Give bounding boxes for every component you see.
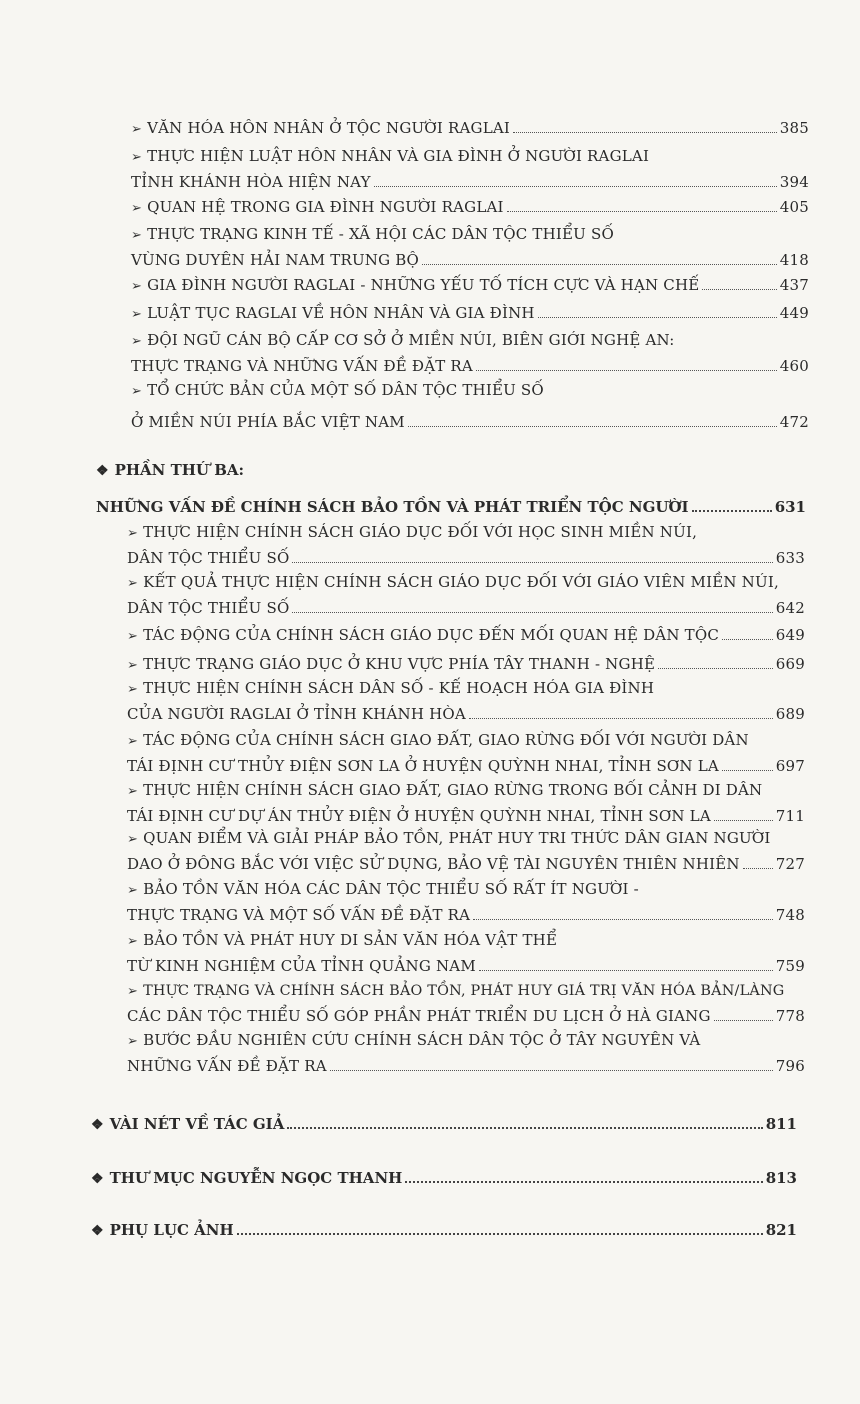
leader-dots — [538, 317, 777, 318]
arrow-bullet-icon: ➢ — [127, 658, 139, 673]
toc-entry: ➢ THỰC HIỆN CHÍNH SÁCH DÂN SỐ - KẾ HOẠCH HÓA GIA ĐÌNH CỦA NGƯỜI RAGLAI Ở TỈNH KHÁNH HÒA 689 — [127, 676, 805, 726]
page-number: 449 — [779, 304, 809, 322]
page-number: 649 — [775, 626, 805, 644]
arrow-bullet-icon: ➢ — [127, 734, 139, 749]
leader-dots — [507, 211, 777, 212]
part-title: NHỮNG VẤN ĐỀ CHÍNH SÁCH BẢO TỒN VÀ PHÁT TRIỂN TỘC NGƯỜI — [96, 498, 689, 516]
arrow-bullet-icon: ➢ — [131, 150, 143, 165]
page-number: 697 — [775, 757, 805, 775]
page-number: 394 — [779, 173, 809, 191]
leader-dots — [374, 186, 777, 187]
page-number: 813 — [765, 1169, 797, 1187]
page-number: 633 — [775, 549, 805, 567]
toc-entry-author: ❖ VÀI NÉT VỀ TÁC GIẢ 811 — [91, 1112, 797, 1137]
part-three-header — [96, 458, 806, 519]
page-number: 811 — [765, 1115, 797, 1133]
arrow-bullet-icon: ➢ — [127, 784, 139, 799]
arrow-bullet-icon: ➢ — [127, 984, 139, 999]
arrow-bullet-icon: ➢ — [131, 384, 143, 399]
arrow-bullet-icon: ➢ — [131, 279, 143, 294]
diamond-bullet-icon: ❖ — [91, 1223, 104, 1239]
toc-entry: ➢ TÁC ĐỘNG CỦA CHÍNH SÁCH GIAO ĐẤT, GIAO RỪNG ĐỐI VỚI NGƯỜI DÂN TÁI ĐỊNH CƯ THỦY ĐIỆN SƠN LA Ở HUYỆN QUỲNH NHAI, TỈNH SƠN LA 697 — [127, 728, 805, 778]
part-label: PHẦN THỨ BA: — [114, 461, 245, 479]
leader-dots — [408, 426, 777, 427]
leader-dots — [237, 1233, 763, 1235]
page-number: 796 — [775, 1057, 805, 1075]
arrow-bullet-icon: ➢ — [127, 934, 139, 949]
leader-dots — [292, 612, 772, 613]
arrow-bullet-icon: ➢ — [131, 307, 143, 322]
diamond-bullet-icon: ❖ — [91, 1171, 104, 1187]
leader-dots — [422, 264, 777, 265]
toc-entry: ➢ TÁC ĐỘNG CỦA CHÍNH SÁCH GIÁO DỤC ĐẾN MỐI QUAN HỆ DÂN TỘC 649 — [127, 623, 805, 649]
arrow-bullet-icon: ➢ — [127, 526, 139, 541]
toc-entry: ➢ THỰC TRẠNG VÀ CHÍNH SÁCH BẢO TỒN, PHÁT HUY GIÁ TRỊ VĂN HÓA BẢN/LÀNG CÁC DÂN TỘC THIỂU SỐ GÓP PHẦN PHÁT TRIỂN DU LỊCH Ở HÀ GIANG 778 — [127, 979, 805, 1028]
toc-entry: ➢ THỰC HIỆN LUẬT HÔN NHÂN VÀ GIA ĐÌNH Ở NGƯỜI RAGLAI TỈNH KHÁNH HÒA HIỆN NAY 394 — [131, 144, 809, 194]
arrow-bullet-icon: ➢ — [127, 682, 139, 697]
page-number: 759 — [775, 957, 805, 975]
leader-dots — [702, 289, 776, 290]
page-number: 472 — [779, 413, 809, 431]
toc-entry: ➢ BẢO TỒN VÀ PHÁT HUY DI SẢN VĂN HÓA VẬT THỂ TỪ KINH NGHIỆM CỦA TỈNH QUẢNG NAM 759 — [127, 928, 805, 978]
toc-entry: ➢ THỰC HIỆN CHÍNH SÁCH GIAO ĐẤT, GIAO RỪNG TRONG BỐI CẢNH DI DÂN TÁI ĐỊNH CƯ DỰ ÁN THỦY ĐIỆN Ở HUYỆN QUỲNH NHAI, TỈNH SƠN LA 711 — [127, 778, 805, 828]
leader-dots — [287, 1127, 762, 1129]
toc-entry: ➢ THỰC HIỆN CHÍNH SÁCH GIÁO DỤC ĐỐI VỚI HỌC SINH MIỀN NÚI, DÂN TỘC THIỂU SỐ 633 — [127, 520, 805, 570]
toc-entry: ➢ THỰC TRẠNG KINH TẾ - XÃ HỘI CÁC DÂN TỘC THIỂU SỐ VÙNG DUYÊN HẢI NAM TRUNG BỘ 418 — [131, 222, 809, 272]
leader-dots — [722, 770, 773, 771]
page-number: 460 — [779, 357, 809, 375]
leader-dots — [473, 919, 773, 920]
arrow-bullet-icon: ➢ — [131, 201, 143, 216]
toc-entry: ➢ ĐỘI NGŨ CÁN BỘ CẤP CƠ SỞ Ở MIỀN NÚI, BIÊN GIỚI NGHỆ AN: THỰC TRẠNG VÀ NHỮNG VẤN ĐỀ ĐẶT RA 460 — [131, 328, 809, 378]
page-number: 821 — [765, 1221, 797, 1239]
page-number: 711 — [775, 807, 805, 825]
toc-entry: ➢ QUAN ĐIỂM VÀ GIẢI PHÁP BẢO TỒN, PHÁT HUY TRI THỨC DÂN GIAN NGƯỜI DAO Ở ĐÔNG BẮC VỚI VIỆC SỬ DỤNG, BẢO VỆ TÀI NGUYÊN THIÊN NHIÊN 727 — [127, 826, 805, 876]
arrow-bullet-icon: ➢ — [127, 1034, 139, 1049]
page-number: 418 — [779, 251, 809, 269]
page-number: 405 — [779, 198, 809, 216]
toc-entry: ➢ LUẬT TỤC RAGLAI VỀ HÔN NHÂN VÀ GIA ĐÌNH 449 — [131, 301, 809, 327]
leader-dots — [405, 1181, 762, 1183]
page-number: 437 — [779, 276, 809, 294]
arrow-bullet-icon: ➢ — [127, 883, 139, 898]
page-number: 385 — [779, 119, 809, 137]
page-number: 727 — [775, 855, 805, 873]
toc-entry: ➢ TỔ CHỨC BẢN CỦA MỘT SỐ DÂN TỘC THIỂU SỐ Ở MIỀN NÚI PHÍA BẮC VIỆT NAM 472 — [131, 378, 809, 434]
toc-entry: ➢ BƯỚC ĐẦU NGHIÊN CỨU CHÍNH SÁCH DÂN TỘC Ở TÂY NGUYÊN VÀ NHỮNG VẤN ĐỀ ĐẶT RA 796 — [127, 1028, 805, 1078]
page-number: 748 — [775, 906, 805, 924]
leader-dots — [658, 668, 773, 669]
leader-dots — [476, 370, 777, 371]
toc-entry: ➢ QUAN HỆ TRONG GIA ĐÌNH NGƯỜI RAGLAI 405 — [131, 195, 809, 221]
leader-dots — [292, 562, 772, 563]
leader-dots — [479, 970, 773, 971]
leader-dots — [692, 510, 772, 512]
toc-entry: ➢ KẾT QUẢ THỰC HIỆN CHÍNH SÁCH GIÁO DỤC ĐỐI VỚI GIÁO VIÊN MIỀN NÚI, DÂN TỘC THIỂU SỐ 642 — [127, 570, 805, 620]
page-number: 689 — [775, 705, 805, 723]
arrow-bullet-icon: ➢ — [127, 576, 139, 591]
page-number: 778 — [775, 1007, 805, 1025]
arrow-bullet-icon: ➢ — [131, 228, 143, 243]
toc-entry-photos: ❖ PHỤ LỤC ẢNH 821 — [91, 1218, 797, 1243]
leader-dots — [743, 868, 773, 869]
toc-entry: ➢ THỰC TRẠNG GIÁO DỤC Ở KHU VỰC PHÍA TÂY THANH - NGHỆ 669 — [127, 652, 805, 678]
diamond-bullet-icon: ❖ — [96, 463, 109, 479]
leader-dots — [722, 639, 773, 640]
leader-dots — [330, 1070, 773, 1071]
arrow-bullet-icon: ➢ — [127, 832, 139, 847]
arrow-bullet-icon: ➢ — [131, 334, 143, 349]
page-number: 669 — [775, 655, 805, 673]
arrow-bullet-icon: ➢ — [131, 122, 143, 137]
leader-dots — [714, 1020, 773, 1021]
toc-entry: ➢ BẢO TỒN VĂN HÓA CÁC DÂN TỘC THIỂU SỐ RẤT ÍT NGƯỜI - THỰC TRẠNG VÀ MỘT SỐ VẤN ĐỀ ĐẶT RA 748 — [127, 877, 805, 927]
page-number: 642 — [775, 599, 805, 617]
leader-dots — [714, 820, 773, 821]
arrow-bullet-icon: ➢ — [127, 629, 139, 644]
toc-entry-bibliography: ❖ THƯ MỤC NGUYỄN NGỌC THANH 813 — [91, 1166, 797, 1191]
diamond-bullet-icon: ❖ — [91, 1117, 104, 1133]
page-number: 631 — [774, 498, 806, 516]
toc-entry: ➢ VĂN HÓA HÔN NHÂN Ở TỘC NGƯỜI RAGLAI 385 — [131, 116, 809, 142]
leader-dots — [469, 718, 773, 719]
leader-dots — [513, 132, 777, 133]
toc-entry: ➢ GIA ĐÌNH NGƯỜI RAGLAI - NHỮNG YẾU TỐ TÍCH CỰC VÀ HẠN CHẾ 437 — [131, 273, 809, 299]
